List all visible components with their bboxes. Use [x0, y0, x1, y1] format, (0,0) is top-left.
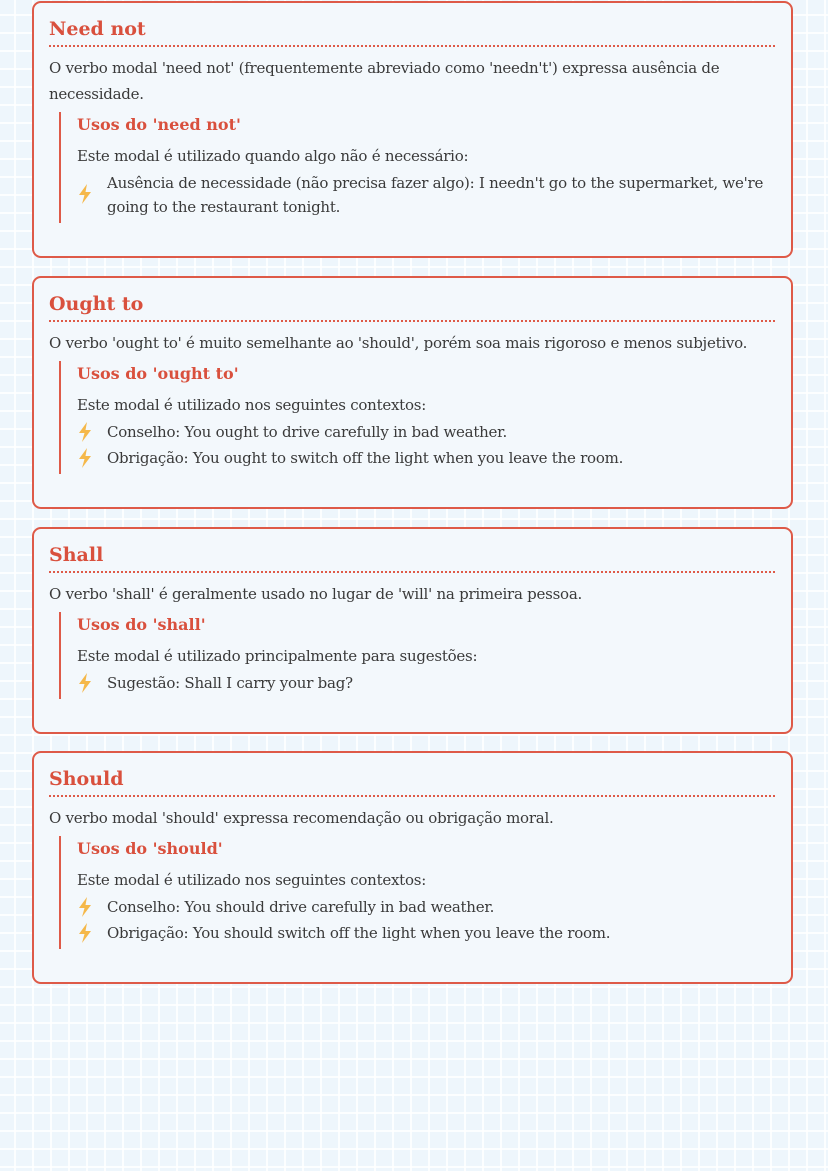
section-card-ought-to: [32, 276, 793, 509]
usage-list: [77, 895, 775, 945]
usage-box: [59, 612, 775, 699]
lightning-bolt-icon: [77, 897, 93, 917]
section-card-should: [32, 751, 793, 984]
section-title: Shall: [49, 543, 775, 573]
list-item-text: Obrigação: You ought to switch off the light when you leave the room.: [107, 449, 624, 467]
usage-title: Usos do 'should': [77, 839, 223, 858]
usage-title: Usos do 'ought to': [77, 364, 239, 383]
usage-title: Usos do 'need not': [77, 115, 241, 134]
list-item: [77, 895, 775, 919]
list-item-text: Conselho: You ought to drive carefully in bad weather.: [107, 423, 507, 441]
list-item-text: Obrigação: You should switch off the light when you leave the room.: [107, 924, 611, 942]
lightning-bolt-icon: [77, 422, 93, 442]
list-item: [77, 171, 775, 219]
usage-list: [77, 671, 775, 695]
section-title: Ought to: [49, 292, 775, 322]
section-title: Should: [49, 767, 775, 797]
section-description: O verbo 'shall' é geralmente usado no lugar de 'will' na primeira pessoa.: [49, 585, 583, 603]
usage-box: [59, 112, 775, 223]
section-description: O verbo modal 'should' expressa recomendação ou obrigação moral.: [49, 809, 554, 827]
list-item: [77, 921, 775, 945]
usage-intro: Este modal é utilizado nos seguintes contextos:: [77, 871, 426, 889]
list-item: [77, 420, 775, 444]
list-item: [77, 671, 775, 695]
lightning-bolt-icon: [77, 673, 93, 693]
section-description: O verbo 'ought to' é muito semelhante ao 'should', porém soa mais rigoroso e menos subjetivo.: [49, 334, 748, 352]
usage-intro: Este modal é utilizado quando algo não é necessário:: [77, 147, 469, 165]
section-description: O verbo modal 'need not' (frequentemente abreviado como 'needn't') expressa ausência de necessidade.: [49, 59, 720, 103]
lightning-bolt-icon: [77, 184, 93, 204]
lightning-bolt-icon: [77, 448, 93, 468]
usage-list: [77, 420, 775, 470]
usage-list: [77, 171, 775, 219]
list-item-text: Sugestão: Shall I carry your bag?: [107, 674, 353, 692]
usage-intro: Este modal é utilizado principalmente para sugestões:: [77, 647, 478, 665]
list-item-text: Conselho: You should drive carefully in bad weather.: [107, 898, 495, 916]
section-card-need-not: [32, 1, 793, 258]
usage-title: Usos do 'shall': [77, 615, 206, 634]
lightning-bolt-icon: [77, 923, 93, 943]
section-title: Need not: [49, 17, 775, 47]
usage-intro: Este modal é utilizado nos seguintes contextos:: [77, 396, 426, 414]
list-item-text: Ausência de necessidade (não precisa fazer algo): I needn't go to the supermarket, we're going to the restaurant tonight.: [107, 174, 764, 216]
usage-box: [59, 836, 775, 949]
usage-box: [59, 361, 775, 474]
list-item: [77, 446, 775, 470]
section-card-shall: [32, 527, 793, 734]
